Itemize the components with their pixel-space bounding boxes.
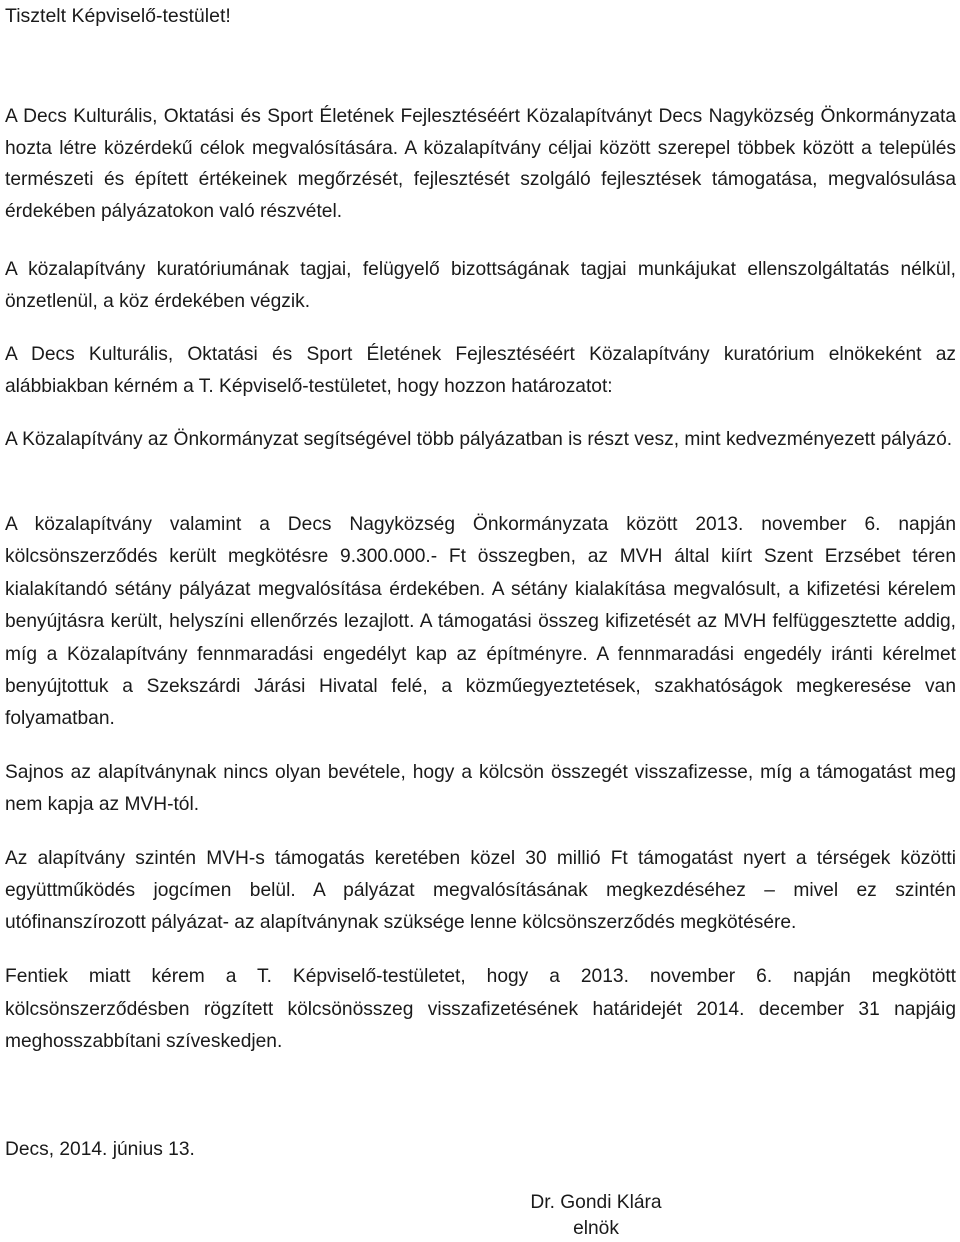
- date-line: Decs, 2014. június 13.: [5, 1139, 195, 1160]
- paragraph-repayment-issue: Sajnos az alapítványnak nincs olyan bevétele, hogy a kölcsön összegét visszafizesse, míg a támogatást meg nem kapja az MVH-tól.: [5, 762, 956, 815]
- paragraph-foundation-purpose: A Decs Kulturális, Oktatási és Sport Életének Fejlesztéséért Közalapítványt Decs Nagyközség Önkormányzata hozta létre közérdekű célok megvalósítására. A közalapítvány céljai között szerepel többek között a település természeti és épített értékeinek megőrzését, fejlesztését szolgáló fejlesztések támogatása, megvalósulása érdekében pályázatokon való részvétel.: [5, 106, 956, 222]
- paragraph-request-resolution: A Decs Kulturális, Oktatási és Sport Életének Fejlesztéséért Közalapítvány kuratórium elnökeként az alábbiakban kérném a T. Képviselő-testületet, hogy hozzon határozatot:: [5, 344, 956, 397]
- paragraph-new-grant: Az alapítvány szintén MVH-s támogatás keretében közel 30 millió Ft támogatást nyert a térségek közötti együttműködés jogcímen belül. A pályázat megvalósításának megkezdéséhez – mivel ez szintén utófinanszírozott pályázat- az alapítványnak szüksége lenne kölcsönszerződés megkötésére.: [5, 848, 956, 933]
- paragraph-board-members: A közalapítvány kuratóriumának tagjai, felügyelő bizottságának tagjai munkájukat ellenszolgáltatás nélkül, önzetlenül, a köz érdekében végzik.: [5, 259, 956, 312]
- paragraph-extension-request: Fentiek miatt kérem a T. Képviselő-testületet, hogy a 2013. november 6. napján megkötött kölcsönszerződésben rögzített kölcsönösszeg visszafizetésének határidejét 2014. december 31 napjáig meghosszabbítani szíveskedjen.: [5, 966, 956, 1052]
- paragraph-beneficiary: A Közalapítvány az Önkormányzat segítségével több pályázatban is részt vesz, mint kedvezményezett pályázó.: [5, 429, 953, 450]
- signatory-name: Dr. Gondi Klára: [530, 1192, 662, 1213]
- paragraph-loan-agreement: A közalapítvány valamint a Decs Nagyközség Önkormányzata között 2013. november 6. napján kölcsönszerződés került megkötésre 9.300.000.- Ft összegben, az MVH által kiírt Szent Erzsébet téren kialakítandó sétány pályázat megvalósítása érdekében. A sétány kialakítása megvalósult, a kifizetési kérelem benyújtásra került, helyszíni ellenőrzés lezajlott. A támogatási összeg kifizetését az MVH felfüggesztette addig, míg a Közalapítvány fennmaradási engedélyt kap az építményre. A fennmaradási engedély iránti kérelmet benyújtottuk a Szekszárdi Járási Hivatal felé, a közműegyeztetések, szakhatóságok megkeresése van folyamatban.: [5, 514, 956, 730]
- signature-block: [520, 1190, 672, 1242]
- salutation: Tisztelt Képviselő-testület!: [5, 5, 231, 27]
- signatory-title: elnök: [573, 1218, 619, 1239]
